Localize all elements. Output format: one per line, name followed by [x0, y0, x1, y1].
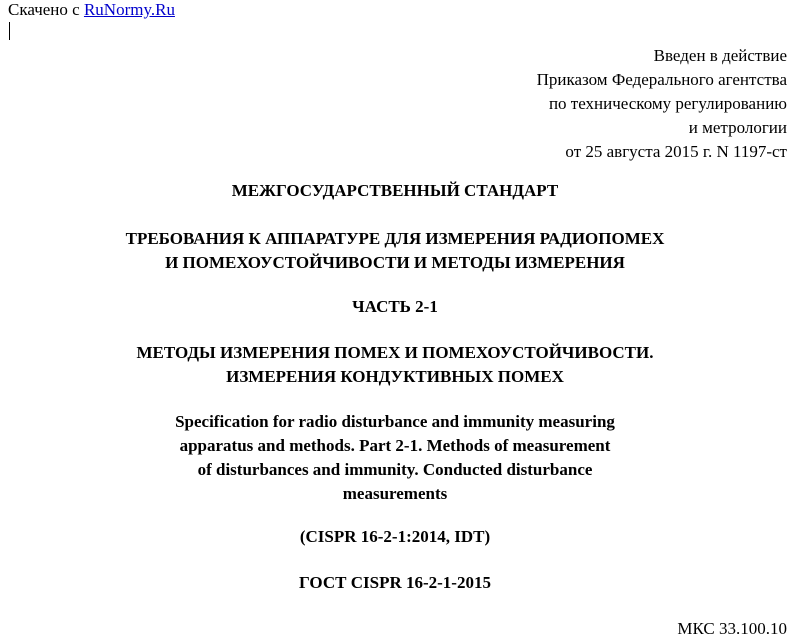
title-russian [0, 227, 790, 275]
gost-number [0, 571, 790, 595]
source-prefix: Скачено с [8, 0, 84, 19]
enactment-line: от 25 августа 2015 г. N 1197-ст [565, 142, 787, 161]
gost-number-text: ГОСТ CISPR 16-2-1-2015 [299, 573, 491, 592]
enactment-line: Введен в действие [653, 46, 787, 65]
title-english-line: apparatus and methods. Part 2-1. Methods of measurement [179, 436, 611, 455]
cispr-reference-text: (CISPR 16-2-1:2014, IDT) [299, 527, 491, 546]
title-english-line: measurements [342, 484, 448, 503]
standard-label [0, 179, 790, 203]
mks-code: МКС 33.100.10 [677, 619, 787, 638]
source-link[interactable]: RuNormy.Ru [83, 0, 175, 19]
text-cursor [9, 22, 10, 40]
enactment-line: и метрологии [688, 118, 787, 137]
title-russian-line: И ПОМЕХОУСТОЙЧИВОСТИ И МЕТОДЫ ИЗМЕРЕНИЯ [165, 253, 625, 272]
part-label [0, 295, 790, 319]
enactment-block [537, 44, 787, 164]
cispr-reference [0, 525, 790, 549]
title-english-line: of disturbances and immunity. Conducted disturbance [197, 460, 593, 479]
title-english-line: Specification for radio disturbance and immunity measuring [175, 412, 615, 431]
enactment-line: по техническому регулированию [548, 94, 787, 113]
subtitle-russian-line: МЕТОДЫ ИЗМЕРЕНИЯ ПОМЕХ И ПОМЕХОУСТОЙЧИВОСТИ. [136, 343, 654, 362]
enactment-line: Приказом Федерального агентства [536, 70, 787, 89]
part-label-text: ЧАСТЬ 2-1 [352, 297, 438, 316]
title-english [0, 410, 790, 506]
subtitle-russian-line: ИЗМЕРЕНИЯ КОНДУКТИВНЫХ ПОМЕХ [226, 367, 564, 386]
title-russian-line: ТРЕБОВАНИЯ К АППАРАТУРЕ ДЛЯ ИЗМЕРЕНИЯ РАДИОПОМЕХ [125, 229, 665, 248]
subtitle-russian [0, 341, 790, 389]
source-line [8, 0, 175, 20]
standard-label-text: МЕЖГОСУДАРСТВЕННЫЙ СТАНДАРТ [231, 181, 559, 200]
